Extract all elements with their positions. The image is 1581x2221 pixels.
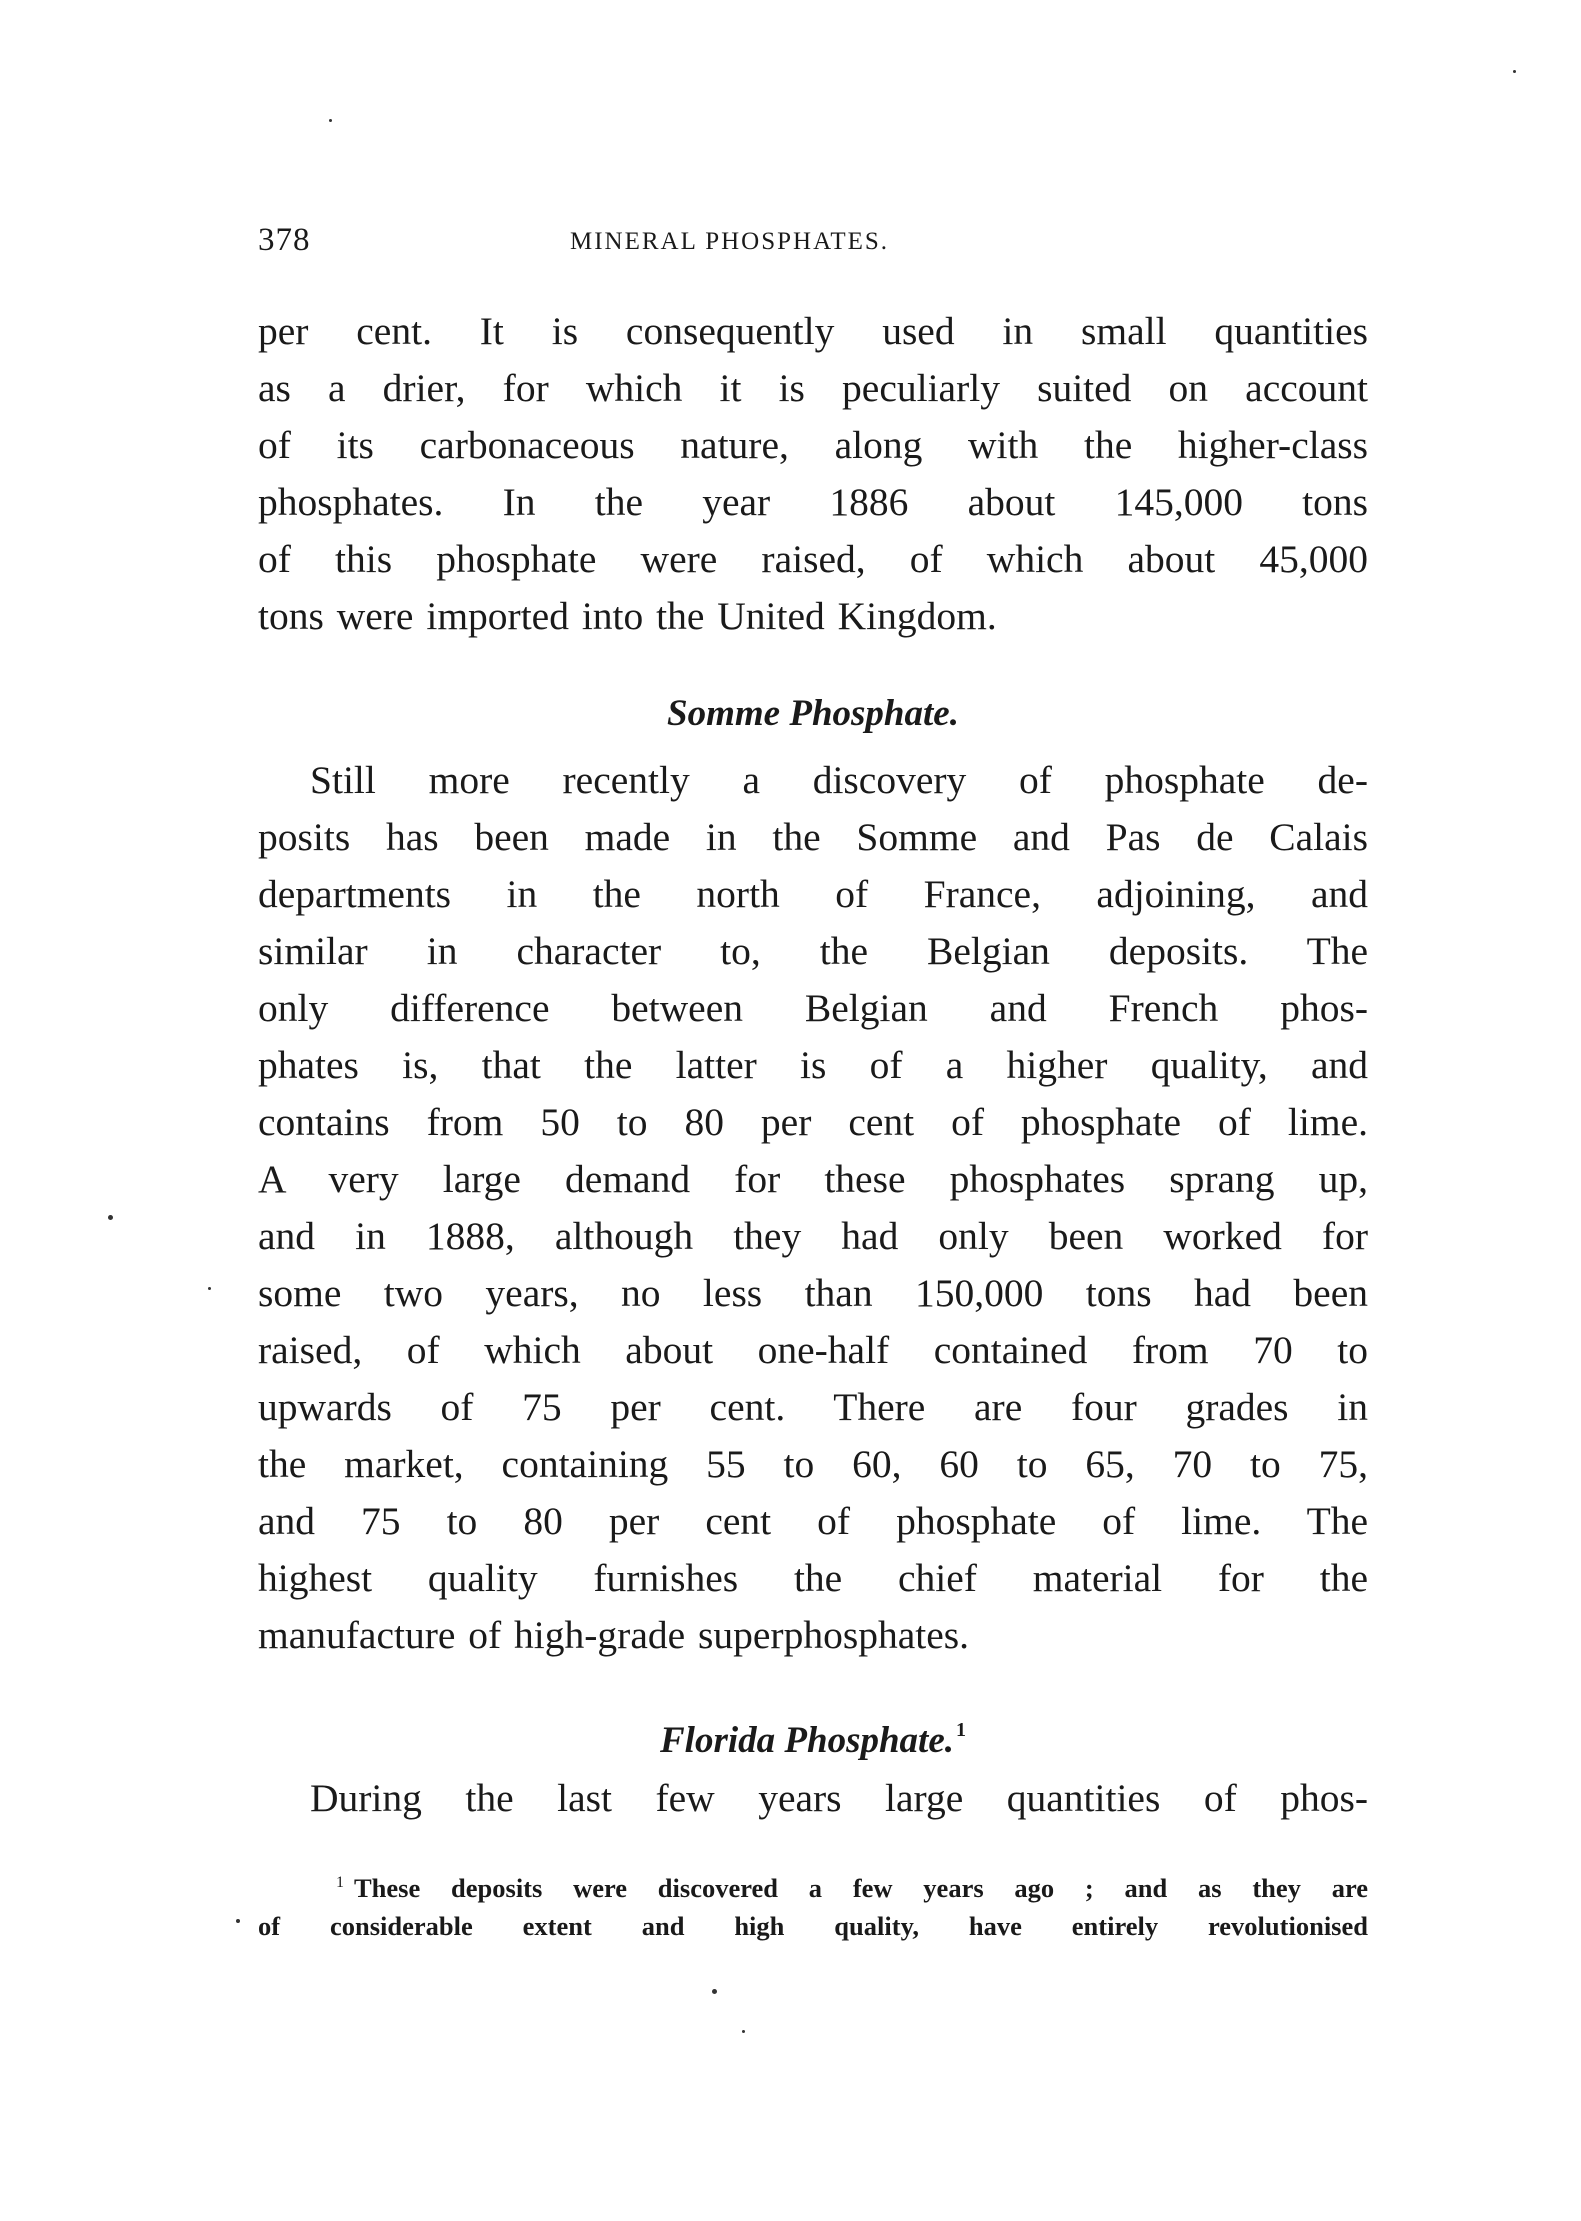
text-line: and 75 to 80 per cent of phosphate of lime. The xyxy=(258,1499,1368,1543)
text-line: some two years, no less than 150,000 tons had been xyxy=(258,1271,1368,1315)
scan-speck xyxy=(329,119,332,122)
text-line: of this phosphate were raised, of which about 45,000 xyxy=(258,537,1368,581)
text-line: per cent. It is consequently used in small quantities xyxy=(258,309,1368,353)
running-head xyxy=(258,222,1368,270)
section-heading-somme: Somme Phosphate. xyxy=(667,693,959,734)
text-line: upwards of 75 per cent. There are four grades in xyxy=(258,1385,1368,1429)
footnote-marker: 1 xyxy=(336,1874,344,1891)
text-line: tons were imported into the United Kingdom. xyxy=(258,594,997,638)
text-line: departments in the north of France, adjoining, and xyxy=(258,872,1368,916)
text-line: highest quality furnishes the chief material for the xyxy=(258,1556,1368,1600)
text-line: the market, containing 55 to 60, 60 to 65, 70 to 75, xyxy=(258,1442,1368,1486)
text-line: phates is, that the latter is of a higher quality, and xyxy=(258,1043,1368,1087)
text-line: as a drier, for which it is peculiarly suited on account xyxy=(258,366,1368,410)
text-line: raised, of which about one-half contained from 70 to xyxy=(258,1328,1368,1372)
scan-speck xyxy=(236,1919,240,1923)
section-heading-florida xyxy=(258,1706,1368,1765)
footnote-line xyxy=(258,1864,1368,1907)
paragraph-florida-phosphate xyxy=(258,1770,1368,1827)
scan-speck xyxy=(1513,70,1516,73)
paragraph-belgian-phosphate xyxy=(258,303,1368,645)
text-line: phosphates. In the year 1886 about 145,000 tons xyxy=(258,480,1368,524)
scan-speck xyxy=(742,2030,745,2033)
text-line: contains from 50 to 80 per cent of phosphate of lime. xyxy=(258,1100,1368,1144)
footnote-line: of considerable extent and high quality, have entirely revolutionised xyxy=(258,1911,1368,1941)
text-line: similar in character to, the Belgian deposits. The xyxy=(258,929,1368,973)
text-line: During the last few years large quantities of phos- xyxy=(310,1776,1368,1820)
text-line: only difference between Belgian and French phos- xyxy=(258,986,1368,1030)
footnote xyxy=(258,1864,1368,1945)
text-line: of its carbonaceous nature, along with the higher-class xyxy=(258,423,1368,467)
footnote-text: These deposits were discovered a few years ago ; and as they are xyxy=(354,1873,1368,1903)
running-title: MINERAL PHOSPHATES. xyxy=(570,228,890,255)
scan-speck xyxy=(712,1989,717,1994)
scan-speck xyxy=(208,1287,211,1290)
scan-speck xyxy=(108,1215,113,1220)
text-line: posits has been made in the Somme and Pas de Calais xyxy=(258,815,1368,859)
page-number: 378 xyxy=(258,222,311,258)
text-line: Still more recently a discovery of phosphate de- xyxy=(310,758,1368,802)
heading-text: Florida Phosphate. xyxy=(660,1720,954,1761)
footnote-reference[interactable]: 1 xyxy=(956,1719,966,1741)
text-line: and in 1888, although they had only been worked for xyxy=(258,1214,1368,1258)
text-line: A very large demand for these phosphates sprang up, xyxy=(258,1157,1368,1201)
paragraph-somme-phosphate xyxy=(258,752,1368,1664)
text-line: manufacture of high-grade superphosphates. xyxy=(258,1613,969,1657)
